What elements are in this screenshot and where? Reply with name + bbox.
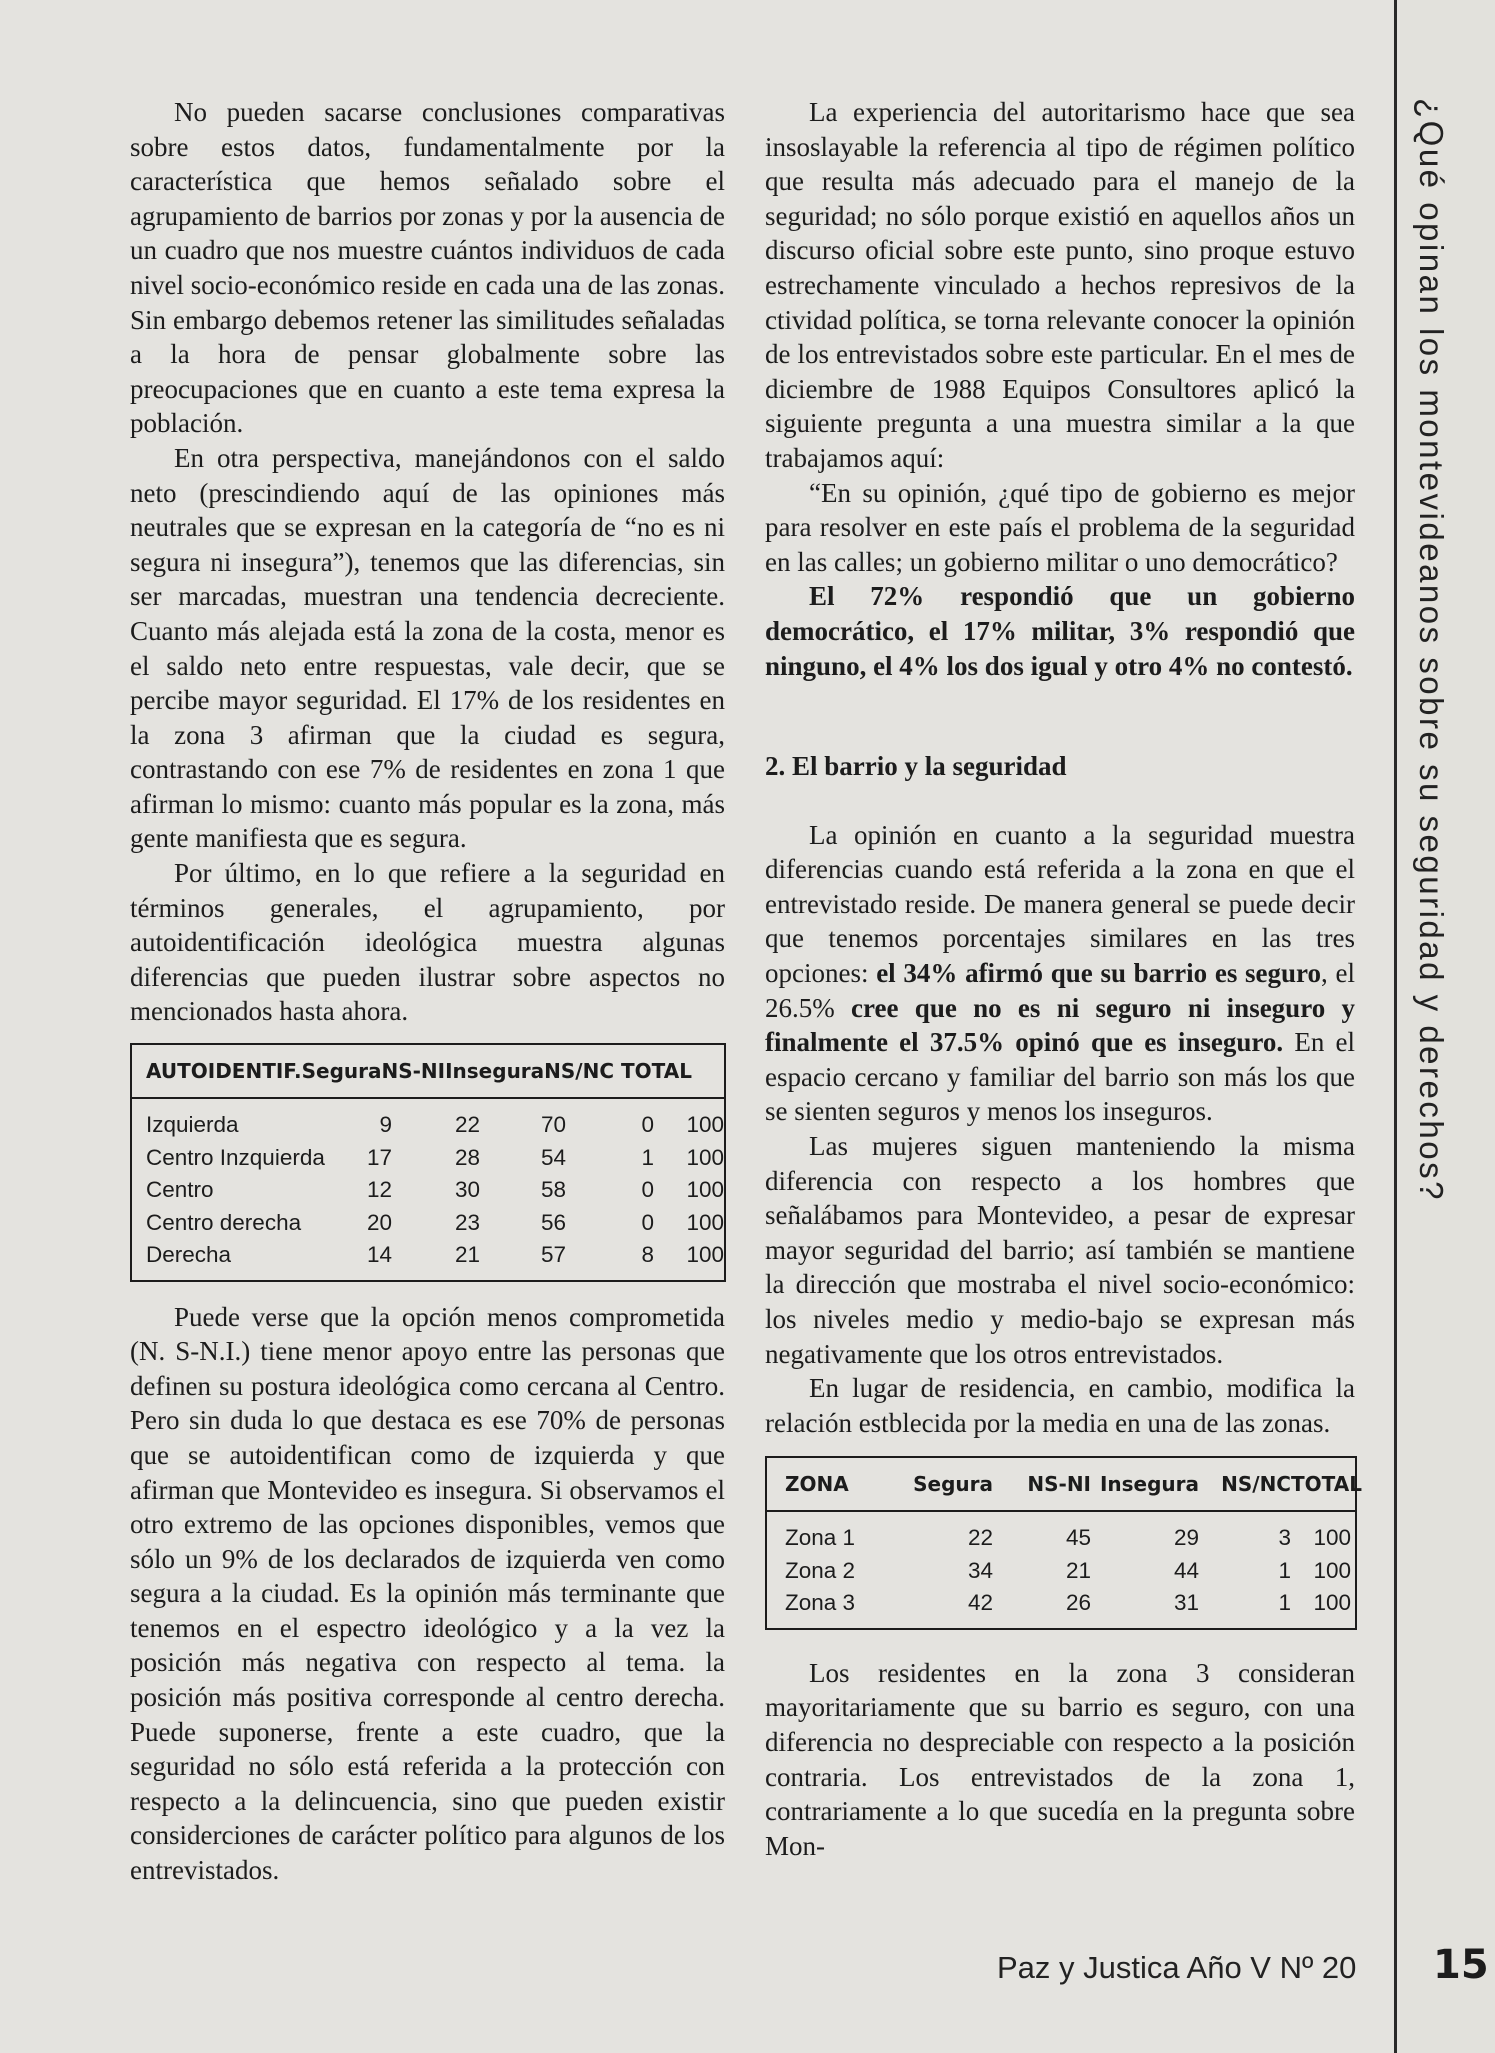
table-header [132,1045,724,1099]
table-row [132,1109,724,1142]
table-cell: 3 [1278,1525,1291,1551]
page-number: 15 [1433,1942,1489,1988]
table-cell: 1 [641,1144,654,1170]
table-cell: 34 [967,1557,993,1583]
table-cell: 100 [686,1112,724,1138]
table-row [132,1207,724,1240]
table-cell: 12 [366,1177,392,1203]
table-cell: Centro derecha [146,1209,302,1235]
paragraph [765,818,1355,1129]
table-cell: 57 [540,1242,566,1268]
left-column [130,95,725,1888]
table-header-cell: Insegura [1099,1472,1199,1497]
table-cell: 42 [967,1590,993,1616]
table-cell: 54 [540,1144,566,1170]
bold-text: cree que no es ni seguro ni inseguro y finalmente el 37.5% opinó que es inseguro. [765,992,1355,1058]
table-cell: 44 [1173,1557,1199,1583]
table-cell: 0 [641,1177,654,1203]
table-cell: 100 [686,1177,724,1203]
table-cell: 26 [1065,1590,1091,1616]
text-run: La opinión en cuanto a la seguridad muestra diferencias cuando está referida a la zona en que el entrevistado reside. De manera general se puede decir que tenemos porcentajes similares en las tres opciones: [765,819,1355,989]
table-cell: 56 [540,1209,566,1235]
paragraph: No pueden sacarse conclusiones comparativas sobre estos datos, fundamentalmente por la característica que hemos señalado sobre el agrupamiento de barrios por zonas y por la ausencia de un cuadro que nos muestre cuántos individuos de cada nivel socio-económico reside en cada una de las zonas. Sin embargo debemos retener las similitudes señaladas a la hora de pensar globalmente sobre las preocupaciones que en cuanto a este tema expresa la población. [130,97,725,439]
table-body [767,1512,1355,1628]
table-header-text: AUTOIDENTIF.SeguraNS-NIInseguraNS/NC TOTAL [146,1058,692,1083]
table-row [132,1174,724,1207]
table-cell: 14 [366,1242,392,1268]
table-header-cell: Segura [913,1472,993,1497]
table-cell: 1 [1278,1590,1291,1616]
table-row [767,1587,1355,1620]
table-cell: Centro [146,1177,214,1203]
table-cell: Centro Inzquierda [146,1144,325,1170]
table-cell: 8 [641,1242,654,1268]
paragraph: Las mujeres siguen manteniendo la misma diferencia con respecto a los hombres que señalábamos para Montevideo, a pesar de expresar mayor seguridad del barrio; así también se mantiene la dirección que mostraba el nivel socio-económico: los niveles medio y medio-bajo se expresan más negativamente que los otros entrevistados. [765,1131,1355,1369]
table-cell: 29 [1173,1525,1199,1551]
table-cell: 28 [454,1144,480,1170]
table-cell: 45 [1065,1525,1091,1551]
table-row [767,1555,1355,1588]
paragraph: “En su opinión, ¿qué tipo de gobierno es mejor para resolver en este país el problema de la seguridad en las calles; un gobierno militar o uno democrático? [765,477,1355,577]
table-row [132,1142,724,1175]
running-title: ¿Qué opinan los montevideanos sobre su seguridad y derechos? [1413,98,1450,1202]
table-cell: 30 [454,1177,480,1203]
table-cell: 0 [641,1209,654,1235]
table-cell: 0 [641,1112,654,1138]
table-body [132,1099,724,1280]
paragraph: Los residentes en la zona 3 consideran mayoritariamente que su barrio es seguro, con una diferencia no despreciable con respecto a la posición contraria. Los entrevistados de la zona 1, contrariamente a lo que sucedía en la pregunta sobre Mon- [765,1657,1355,1861]
table-cell: 70 [540,1112,566,1138]
text-run: , el 26.5% [765,958,1355,1023]
right-column [765,95,1362,1863]
section-heading: 2. El barrio y la seguridad [765,751,1067,782]
paragraph: La experiencia del autoritarismo hace que sea insoslayable la referencia al tipo de régimen político que resulta más adecuado para el manejo de la seguridad; no sólo porque existió en aquellos años un discurso oficial sobre este punto, sino proque estuvo estrechamente vinculado a hechos represivos de la ctividad política, se torna relevante conocer la opinión de los entrevistados sobre este particular. En el mes de diciembre de 1988 Equipos Consultores aplicó la siguiente pregunta a una muestra similar a la que trabajamos aquí: [765,97,1355,473]
table-cell: 100 [686,1242,724,1268]
ideology-table [130,1043,726,1282]
paragraph: En otra perspectiva, manejándonos con el saldo neto (prescindiendo aquí de las opiniones más neutrales que se expresan en la categoría de “no es ni segura ni insegura”), tenemos que las diferencias, sin ser marcadas, muestran una tendencia decreciente. Cuanto más alejada está la zona de la costa, menor es el saldo neto entre respuestas, vale decir, que se percibe mayor seguridad. El 17% de los residentes en la zona 3 afirman que la ciudad es segura, contrastando con ese 7% de residentes en zona 1 que afirman lo mismo: cuanto más popular es la zona, más gente manifiesta que es segura. [130,442,725,854]
paragraph: Puede verse que la opción menos comprometida (N. S-N.I.) tiene menor apoyo entre las personas que definen su postura ideológica como cercana al Centro. Pero sin duda lo que destaca es ese 70% de personas que se autoidentifican como de izquierda y que afirman que Montevideo es insegura. Si observamos el otro extremo de las opciones disponibles, vemos que sólo un 9% de los declarados de izquierda ven como segura a la ciudad. Es la opinión más terminante que tenemos en el espectro ideológico y a la vez la posición más negativa con respecto al tema. la posición más positiva corresponde al centro derecha. Puede suponerse, frente a este cuadro, que la seguridad no sólo está referida a la protección con respecto a la delincuencia, sino que pueden existir considerciones de carácter político para algunos de los entrevistados. [130,1301,725,1886]
table-cell: 100 [686,1209,724,1235]
journal-footer: Paz y Justica Año V Nº 20 [997,1950,1357,1985]
table-cell: 22 [967,1525,993,1551]
paragraph: Por último, en lo que refiere a la seguridad en términos generales, el agrupamiento, por autoidentificación ideológica muestra algunas diferencias que pueden ilustrar sobre aspectos no mencionados hasta ahora. [130,858,725,1027]
table-cell: Zona 2 [785,1557,856,1583]
table-header-cell: NS/NC [1221,1472,1291,1497]
table-row [132,1239,724,1272]
paragraph-bold [765,579,1355,683]
table-cell: 58 [540,1177,566,1203]
zone-table [765,1456,1362,1630]
table-cell: 22 [454,1112,480,1138]
table-header [767,1458,1362,1512]
table-row [767,1522,1355,1555]
table-header-cell: TOTAL [1291,1472,1362,1497]
table-cell: 21 [1065,1557,1091,1583]
table-header-cell: ZONA [785,1472,849,1497]
table-cell: 20 [366,1209,392,1235]
table-cell: 100 [1313,1557,1351,1583]
table-cell: Izquierda [146,1112,239,1138]
bold-text: el 34% afirmó que su barrio es seguro [876,958,1322,989]
table-cell: 9 [379,1112,392,1138]
paragraph: En lugar de residencia, en cambio, modifica la relación estblecida por la media en una de las zonas. [765,1373,1355,1438]
text-run: En el espacio cercano y familiar del barrio son más los que se sienten seguros y menos los inseguros. [765,1027,1355,1127]
table-header-cell: NS-NI [1027,1472,1091,1497]
table-cell: 31 [1173,1590,1199,1616]
sidebar-divider [1394,0,1397,2053]
table-cell: 100 [1313,1590,1351,1616]
bold-text: El 72% respondió que un gobierno democrático, el 17% militar, 3% respondió que ninguno, el 4% los dos igual y otro 4% no contestó. [765,581,1355,681]
table-cell: 21 [454,1242,480,1268]
table-cell: Zona 1 [785,1525,856,1551]
table-cell: 17 [366,1144,392,1170]
table-cell: 1 [1278,1557,1291,1583]
table-cell: 100 [1313,1525,1351,1551]
table-cell: Derecha [146,1242,232,1268]
table-cell: 23 [454,1209,480,1235]
table-cell: 100 [686,1144,724,1170]
table-cell: Zona 3 [785,1590,856,1616]
